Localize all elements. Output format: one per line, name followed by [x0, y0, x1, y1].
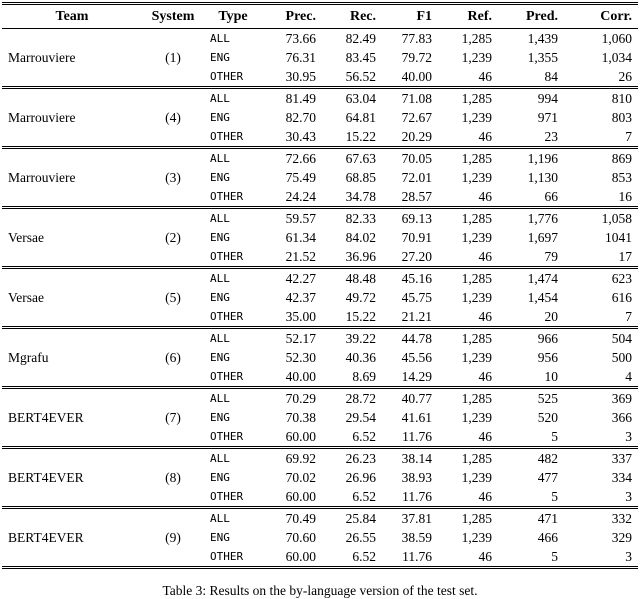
type-cell: ENG	[210, 471, 230, 484]
results-table	[2, 2, 638, 569]
metric-cell: 70.02	[285, 470, 316, 485]
metric-cell: 46	[478, 129, 492, 144]
metric-cell: 803	[611, 110, 632, 125]
type-cell: ENG	[210, 171, 230, 184]
metric-cell: 1,285	[461, 451, 492, 466]
metric-cell: 3	[625, 549, 632, 564]
metric-cell: 1,239	[461, 530, 492, 545]
metric-cell: 20.29	[401, 129, 432, 144]
team-cell: Versae	[8, 290, 44, 305]
table-row	[2, 268, 638, 289]
system-cell: (8)	[165, 470, 181, 485]
metric-cell: 45.75	[401, 290, 432, 305]
metric-cell: 40.36	[345, 350, 376, 365]
metric-cell: 72.67	[401, 110, 432, 125]
type-cell: ALL	[210, 452, 230, 465]
metric-cell: 1,439	[527, 31, 558, 46]
metric-cell: 70.49	[285, 511, 316, 526]
type-cell: ENG	[210, 531, 230, 544]
metric-cell: 16	[618, 189, 632, 204]
table-group	[2, 328, 638, 388]
type-cell: ENG	[210, 291, 230, 304]
metric-cell: 21.52	[285, 249, 316, 264]
metric-cell: 38.93	[401, 470, 432, 485]
metric-cell: 36.96	[345, 249, 376, 264]
col-header-prec: Prec.	[285, 9, 316, 24]
system-cell: (9)	[165, 530, 181, 545]
metric-cell: 337	[611, 451, 632, 466]
table-row	[2, 148, 638, 169]
metric-cell: 29.54	[345, 410, 376, 425]
metric-cell: 30.43	[285, 129, 316, 144]
type-cell: ALL	[210, 212, 230, 225]
metric-cell: 1,239	[461, 170, 492, 185]
metric-cell: 15.22	[345, 129, 376, 144]
metric-cell: 1,697	[527, 230, 558, 245]
type-cell: OTHER	[210, 250, 244, 263]
metric-cell: 46	[478, 249, 492, 264]
type-cell: ALL	[210, 392, 230, 405]
metric-cell: 20	[544, 309, 558, 324]
metric-cell: 72.01	[401, 170, 432, 185]
metric-cell: 68.85	[345, 170, 376, 185]
metric-cell: 26.55	[345, 530, 376, 545]
table-group	[2, 268, 638, 328]
metric-cell: 1,130	[527, 170, 558, 185]
metric-cell: 11.76	[402, 429, 432, 444]
metric-cell: 1,285	[461, 211, 492, 226]
metric-cell: 69.13	[401, 211, 432, 226]
metric-cell: 26	[618, 69, 632, 84]
metric-cell: 1,285	[461, 391, 492, 406]
metric-cell: 15.22	[345, 309, 376, 324]
team-cell: BERT4EVER	[8, 530, 84, 545]
metric-cell: 5	[551, 489, 558, 504]
metric-cell: 46	[478, 429, 492, 444]
metric-cell: 1,285	[461, 511, 492, 526]
metric-cell: 10	[544, 369, 558, 384]
metric-cell: 70.60	[285, 530, 316, 545]
metric-cell: 1,239	[461, 50, 492, 65]
metric-cell: 59.57	[285, 211, 316, 226]
metric-cell: 956	[537, 350, 558, 365]
metric-cell: 84	[544, 69, 558, 84]
metric-cell: 1,239	[461, 470, 492, 485]
system-cell: (3)	[165, 170, 181, 185]
system-cell: (5)	[165, 290, 181, 305]
metric-cell: 35.00	[285, 309, 316, 324]
metric-cell: 70.38	[285, 410, 316, 425]
team-cell: Versae	[8, 230, 44, 245]
metric-cell: 3	[625, 489, 632, 504]
metric-cell: 11.76	[402, 549, 432, 564]
header-row	[2, 4, 638, 29]
metric-cell: 1,285	[461, 31, 492, 46]
metric-cell: 332	[611, 511, 632, 526]
metric-cell: 334	[611, 470, 632, 485]
metric-cell: 971	[537, 110, 558, 125]
metric-cell: 49.72	[345, 290, 376, 305]
metric-cell: 5	[551, 549, 558, 564]
table-group	[2, 508, 638, 568]
metric-cell: 869	[611, 151, 632, 166]
metric-cell: 616	[611, 290, 632, 305]
metric-cell: 994	[537, 91, 558, 106]
metric-cell: 75.49	[285, 170, 316, 185]
metric-cell: 3	[625, 429, 632, 444]
col-header-system: System	[151, 9, 195, 24]
type-cell: ALL	[210, 32, 230, 45]
metric-cell: 40.00	[401, 69, 432, 84]
metric-cell: 1,239	[461, 350, 492, 365]
type-cell: ALL	[210, 332, 230, 345]
type-cell: ALL	[210, 92, 230, 105]
metric-cell: 34.78	[345, 189, 376, 204]
metric-cell: 46	[478, 489, 492, 504]
system-cell: (4)	[165, 110, 181, 125]
metric-cell: 11.76	[402, 489, 432, 504]
metric-cell: 41.61	[401, 410, 432, 425]
system-cell: (7)	[165, 410, 181, 425]
metric-cell: 23	[544, 129, 558, 144]
metric-cell: 6.52	[352, 489, 376, 504]
metric-cell: 1,454	[527, 290, 558, 305]
type-cell: OTHER	[210, 490, 244, 503]
metric-cell: 60.00	[285, 549, 316, 564]
metric-cell: 8.69	[352, 369, 376, 384]
metric-cell: 1,239	[461, 410, 492, 425]
col-header-ref: Ref.	[467, 9, 492, 24]
type-cell: OTHER	[210, 370, 244, 383]
metric-cell: 1041	[605, 230, 632, 245]
metric-cell: 42.27	[285, 271, 316, 286]
type-cell: ENG	[210, 51, 230, 64]
metric-cell: 500	[611, 350, 632, 365]
metric-cell: 1,285	[461, 331, 492, 346]
metric-cell: 1,034	[601, 50, 632, 65]
metric-cell: 1,196	[527, 151, 558, 166]
team-cell: Marrouviere	[8, 110, 76, 125]
metric-cell: 60.00	[285, 429, 316, 444]
metric-cell: 40.77	[401, 391, 432, 406]
metric-cell: 1,285	[461, 271, 492, 286]
table-group	[2, 148, 638, 208]
metric-cell: 28.72	[345, 391, 376, 406]
table-row	[2, 88, 638, 109]
metric-cell: 82.33	[345, 211, 376, 226]
metric-cell: 60.00	[285, 489, 316, 504]
col-header-type: Type	[218, 9, 248, 24]
metric-cell: 63.04	[345, 91, 376, 106]
metric-cell: 28.57	[401, 189, 432, 204]
type-cell: ENG	[210, 411, 230, 424]
metric-cell: 623	[611, 271, 632, 286]
col-header-f1: F1	[416, 9, 432, 24]
type-cell: OTHER	[210, 430, 244, 443]
metric-cell: 1,776	[527, 211, 558, 226]
metric-cell: 1,285	[461, 91, 492, 106]
metric-cell: 6.52	[352, 549, 376, 564]
table-group	[2, 448, 638, 508]
col-header-pred: Pred.	[525, 9, 558, 24]
metric-cell: 1,058	[601, 211, 632, 226]
metric-cell: 1,474	[527, 271, 558, 286]
table-row	[2, 508, 638, 529]
metric-cell: 7	[625, 129, 632, 144]
table-group	[2, 208, 638, 268]
metric-cell: 72.66	[285, 151, 316, 166]
table-caption: Table 3: Results on the by-language version of the test set.	[162, 583, 478, 598]
table-group	[2, 88, 638, 148]
team-cell: Marrouviere	[8, 50, 76, 65]
metric-cell: 82.70	[285, 110, 316, 125]
metric-cell: 69.92	[285, 451, 316, 466]
metric-cell: 21.21	[401, 309, 432, 324]
metric-cell: 79.72	[401, 50, 432, 65]
metric-cell: 37.81	[401, 511, 432, 526]
metric-cell: 329	[611, 530, 632, 545]
results-table-container	[0, 2, 640, 569]
type-cell: OTHER	[210, 130, 244, 143]
metric-cell: 40.00	[285, 369, 316, 384]
table-row	[2, 29, 638, 49]
system-cell: (2)	[165, 230, 181, 245]
metric-cell: 482	[537, 451, 558, 466]
metric-cell: 27.20	[401, 249, 432, 264]
metric-cell: 1,355	[527, 50, 558, 65]
metric-cell: 71.08	[401, 91, 432, 106]
metric-cell: 70.91	[401, 230, 432, 245]
metric-cell: 83.45	[345, 50, 376, 65]
metric-cell: 26.23	[345, 451, 376, 466]
type-cell: OTHER	[210, 70, 244, 83]
metric-cell: 14.29	[401, 369, 432, 384]
metric-cell: 17	[618, 249, 632, 264]
metric-cell: 82.49	[345, 31, 376, 46]
metric-cell: 366	[611, 410, 632, 425]
metric-cell: 1,239	[461, 110, 492, 125]
table-row	[2, 328, 638, 349]
metric-cell: 5	[551, 429, 558, 444]
metric-cell: 48.48	[345, 271, 376, 286]
table-group	[2, 388, 638, 448]
col-header-corr: Corr.	[600, 9, 632, 24]
metric-cell: 52.30	[285, 350, 316, 365]
table-group	[2, 29, 638, 88]
metric-cell: 1,060	[601, 31, 632, 46]
metric-cell: 30.95	[285, 69, 316, 84]
type-cell: ENG	[210, 231, 230, 244]
metric-cell: 44.78	[401, 331, 432, 346]
type-cell: OTHER	[210, 310, 244, 323]
metric-cell: 520	[537, 410, 558, 425]
metric-cell: 67.63	[345, 151, 376, 166]
system-cell: (1)	[165, 50, 181, 65]
table-row	[2, 448, 638, 469]
metric-cell: 46	[478, 189, 492, 204]
team-cell: BERT4EVER	[8, 470, 84, 485]
system-cell: (6)	[165, 350, 181, 365]
metric-cell: 52.17	[285, 331, 316, 346]
metric-cell: 1,239	[461, 290, 492, 305]
metric-cell: 4	[625, 369, 632, 384]
metric-cell: 810	[611, 91, 632, 106]
metric-cell: 504	[611, 331, 632, 346]
metric-cell: 1,239	[461, 230, 492, 245]
metric-cell: 38.14	[401, 451, 432, 466]
metric-cell: 66	[544, 189, 558, 204]
metric-cell: 84.02	[345, 230, 376, 245]
table-header	[2, 4, 638, 29]
metric-cell: 7	[625, 309, 632, 324]
metric-cell: 966	[537, 331, 558, 346]
type-cell: ENG	[210, 111, 230, 124]
metric-cell: 46	[478, 369, 492, 384]
table-row	[2, 208, 638, 229]
type-cell: ALL	[210, 272, 230, 285]
type-cell: OTHER	[210, 190, 244, 203]
metric-cell: 77.83	[401, 31, 432, 46]
table-row	[2, 388, 638, 409]
metric-cell: 56.52	[345, 69, 376, 84]
metric-cell: 6.52	[352, 429, 376, 444]
metric-cell: 525	[537, 391, 558, 406]
col-header-rec: Rec.	[349, 9, 376, 24]
metric-cell: 70.05	[401, 151, 432, 166]
metric-cell: 39.22	[345, 331, 376, 346]
metric-cell: 76.31	[285, 50, 316, 65]
metric-cell: 64.81	[345, 110, 376, 125]
metric-cell: 369	[611, 391, 632, 406]
metric-cell: 45.16	[401, 271, 432, 286]
metric-cell: 61.34	[285, 230, 316, 245]
metric-cell: 477	[537, 470, 558, 485]
metric-cell: 1,285	[461, 151, 492, 166]
metric-cell: 42.37	[285, 290, 316, 305]
type-cell: OTHER	[210, 550, 244, 563]
metric-cell: 45.56	[401, 350, 432, 365]
col-header-team: Team	[55, 9, 89, 24]
metric-cell: 46	[478, 69, 492, 84]
metric-cell: 24.24	[285, 189, 316, 204]
metric-cell: 46	[478, 309, 492, 324]
team-cell: Marrouviere	[8, 170, 76, 185]
metric-cell: 73.66	[285, 31, 316, 46]
team-cell: Mgrafu	[8, 350, 49, 365]
metric-cell: 26.96	[345, 470, 376, 485]
metric-cell: 466	[537, 530, 558, 545]
type-cell: ALL	[210, 512, 230, 525]
metric-cell: 25.84	[345, 511, 376, 526]
team-cell: BERT4EVER	[8, 410, 84, 425]
type-cell: ALL	[210, 152, 230, 165]
metric-cell: 81.49	[285, 91, 316, 106]
metric-cell: 70.29	[285, 391, 316, 406]
metric-cell: 46	[478, 549, 492, 564]
metric-cell: 38.59	[401, 530, 432, 545]
metric-cell: 853	[611, 170, 632, 185]
metric-cell: 471	[537, 511, 558, 526]
metric-cell: 79	[544, 249, 558, 264]
type-cell: ENG	[210, 351, 230, 364]
